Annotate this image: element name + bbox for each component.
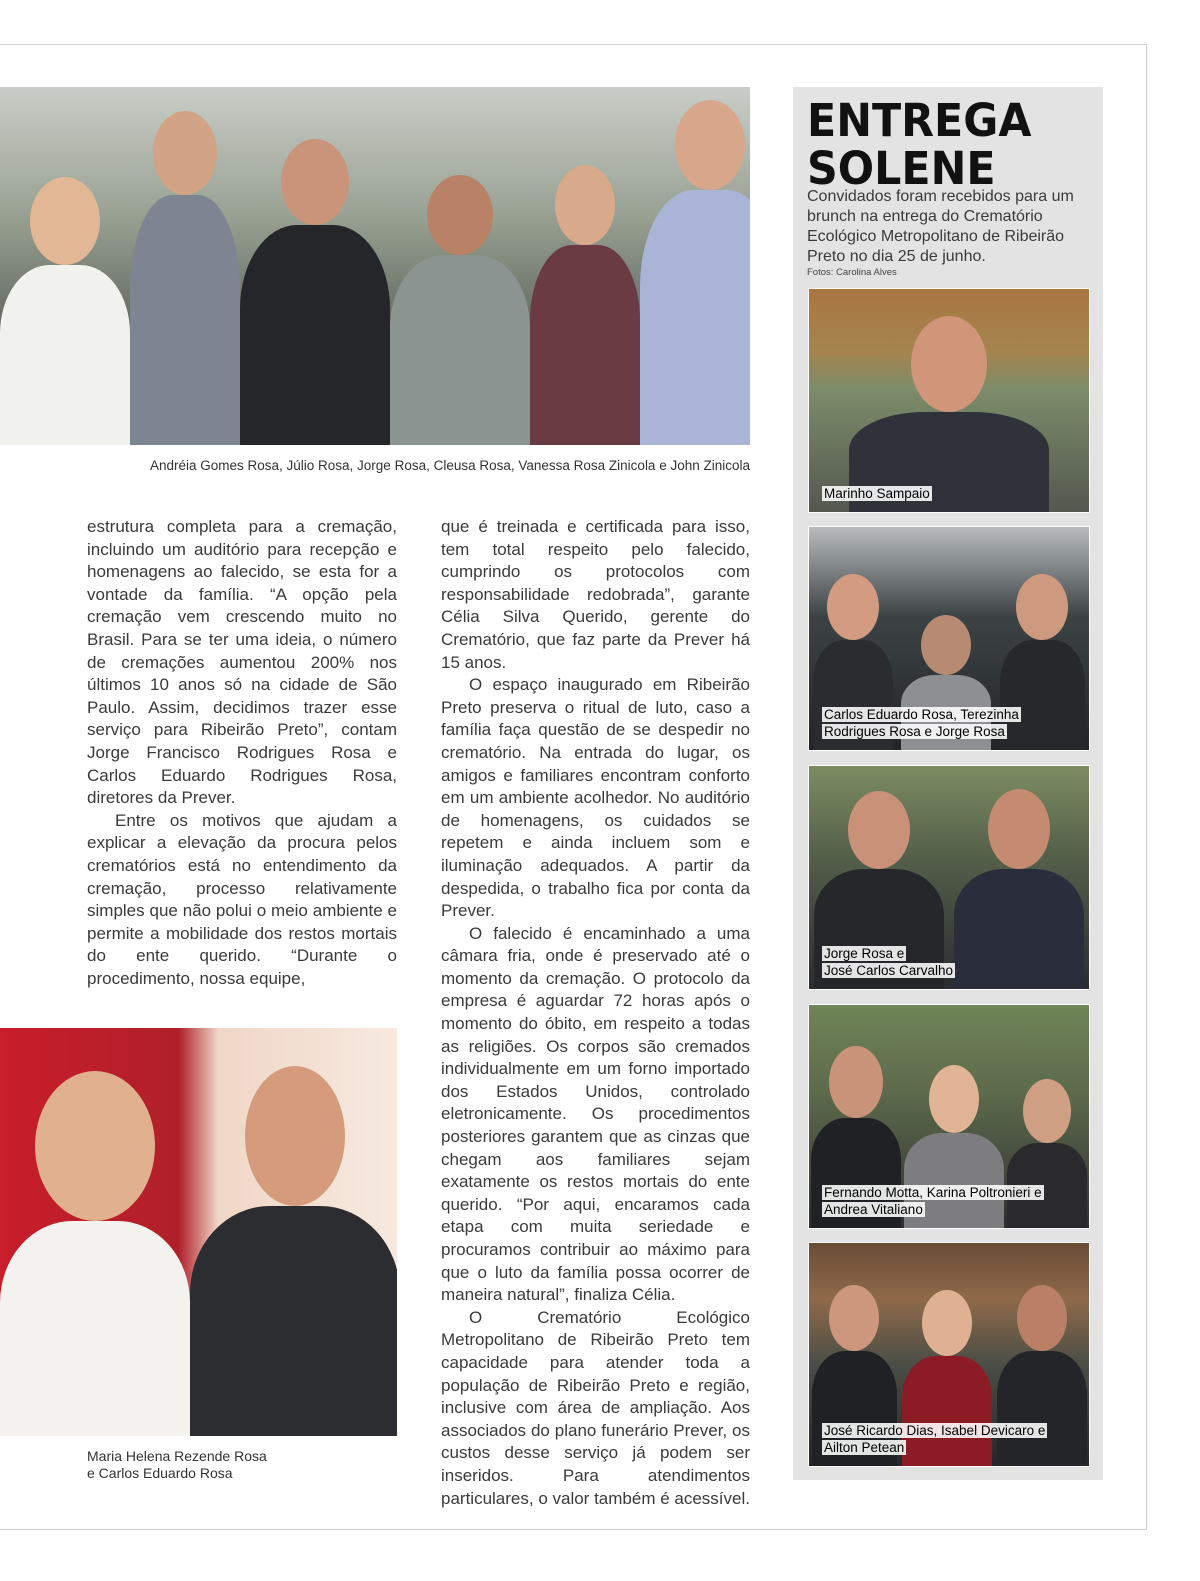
caption-line: José Carlos Carvalho <box>824 962 954 978</box>
couple-figures <box>0 1069 397 1436</box>
caption-line: José Ricardo Dias, Isabel Devicaro e <box>824 1423 1046 1438</box>
article-paragraph: estrutura completa para a cremação, incluindo um auditório para recepção e homenagens ao falecido, se esta for a vontade da família. “A opção pela cremação vem crescendo muito no Brasil. Para se ter uma ideia, o número de cremações aumentou 200% nos últimos 10 anos só na cidade de São Paulo. Assim, decidimos trazer esse serviço para Ribeirão Preto”, contam Jorge Francisco Rodrigues Rosa e Carlos Eduardo Rodrigues Rosa, diretores da Prever. <box>87 517 397 808</box>
sidebar-photo <box>808 1004 1090 1229</box>
sidebar-photo <box>808 765 1090 990</box>
sidebar-panel <box>793 87 1103 1480</box>
hero-group-photo <box>0 87 750 445</box>
article-column-2 <box>441 516 750 1510</box>
hero-caption: Andréia Gomes Rosa, Júlio Rosa, Jorge Rosa, Cleusa Rosa, Vanessa Rosa Zinicola e John Zinicola <box>149 458 750 473</box>
couple-caption-line: e Carlos Eduardo Rosa <box>87 1465 233 1481</box>
couple-photo <box>0 1028 397 1436</box>
person-figure <box>0 1071 190 1436</box>
person-figure <box>954 789 1084 989</box>
person-figure <box>849 316 1049 512</box>
caption-line: Andrea Vitaliano <box>824 1201 923 1217</box>
photo-figures <box>809 316 1089 512</box>
caption-line: Rodrigues Rosa e Jorge Rosa <box>824 723 1005 739</box>
article-paragraph: que é treinada e certificada para isso, tem total respeito pelo falecido, cumprindo os protocolos com responsabilidade redobrada”, garante Célia Silva Querido, gerente do Crematório, que faz parte da Prever há 15 anos. <box>441 517 750 672</box>
sidebar-title-line: SOLENE <box>807 142 996 195</box>
sidebar-photo-caption <box>822 1423 1047 1456</box>
sidebar-photo-caption <box>822 1185 1044 1218</box>
sidebar-photo-caption <box>822 946 955 979</box>
article-column-1 <box>87 516 397 990</box>
person-figure <box>240 139 390 445</box>
article-paragraph: O espaço inaugurado em Ribeirão Preto preserva o ritual de luto, caso a família faça questão de se despedir no crematório. Na entrada do lugar, os amigos e familiares encontram conforto em um ambiente acolhedor. No auditório de homenagens, os cuidados se repetem e ainda incluem som e iluminação adequados. A partir da despedida, o trabalho fica por conta da Prever. <box>441 675 750 921</box>
sidebar-subtitle: Convidados foram recebidos para um brunch na entrega do Crematório Ecológico Metropolitano de Ribeirão Preto no dia 25 de junho. <box>807 188 1074 265</box>
caption-line: Ailton Petean <box>824 1439 905 1455</box>
sidebar-photo <box>808 288 1090 513</box>
article-paragraph: Entre os motivos que ajudam a explicar a elevação da procura pelos crematórios está no entendimento da cremação, processo relativamente simples que não polui o meio ambiente e permite a mobilidade dos restos mortais do ente querido. “Durante o procedimento, nossa equipe, <box>87 810 397 988</box>
sidebar-title-line: ENTREGA <box>807 94 1032 147</box>
article-paragraph: O falecido é encaminhado a uma câmara fria, onde é preservado até o momento da cremação. O protocolo da empresa é aguardar 72 horas após o momento do óbito, em respeito a todas as religiões. Os corpos são cremados individualmente em um forno importado dos Estados Unidos, controlado eletronicamente. Os procedimentos posteriores garantem que as cinzas que chegam aos familiares sejam exatamente os restos mortais do ente querido. “Por aqui, encaramos cada etapa com muita seriedade e procuramos contribuir ao máximo para que o luto da família possa ocorrer de maneira natural”, finaliza Célia. <box>441 923 750 1305</box>
person-figure <box>390 175 530 445</box>
person-figure <box>0 177 130 445</box>
hero-figures <box>0 151 750 445</box>
caption-line: Carlos Eduardo Rosa, Terezinha <box>824 707 1019 722</box>
sidebar-photo-caption <box>822 486 932 503</box>
article-paragraph: O Crematório Ecológico Metropolitano de Ribeirão Preto tem capacidade para atender toda a população de Ribeirão Preto e região, inclusive com área de ampliação. Aos associados do plano funerário Prever, os custos desse serviço já podem ser inseridos. Para atendimentos particulares, o valor também é acessível. <box>441 1307 750 1508</box>
couple-caption <box>87 1448 387 1482</box>
caption-line: Jorge Rosa e <box>824 946 905 961</box>
photo-credit: Fotos: Carolina Alves <box>807 267 897 278</box>
sidebar-photo-caption <box>822 707 1021 740</box>
sidebar-photo <box>808 526 1090 751</box>
caption-line: Marinho Sampaio <box>824 485 930 501</box>
sidebar-photo <box>808 1242 1090 1467</box>
couple-caption-line: Maria Helena Rezende Rosa <box>87 1448 267 1464</box>
person-figure <box>640 100 750 445</box>
person-figure <box>130 111 240 445</box>
person-figure <box>530 165 640 445</box>
person-figure <box>190 1066 397 1436</box>
caption-line: Fernando Motta, Karina Poltronieri e <box>824 1185 1042 1200</box>
sidebar-title <box>807 94 1032 195</box>
